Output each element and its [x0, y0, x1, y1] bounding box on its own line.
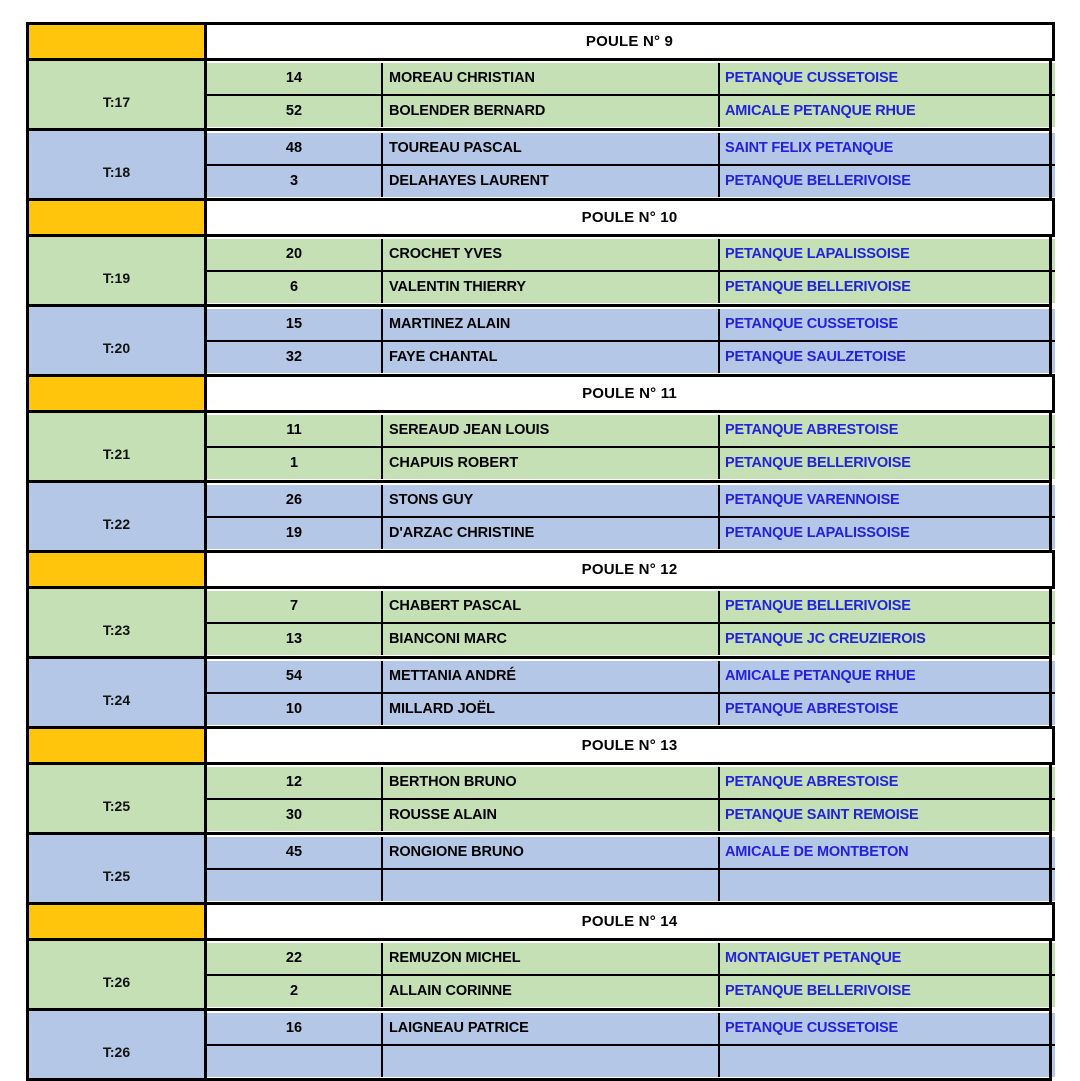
table-row [207, 799, 1055, 831]
table-row [207, 415, 1055, 447]
player-name: FAYE CHANTAL [382, 341, 719, 373]
player-name: LAIGNEAU PATRICE [382, 1013, 719, 1045]
time-slot-label: T:18 [102, 163, 131, 180]
poule-color-tag [28, 552, 206, 588]
player-name: SEREAUD JEAN LOUIS [382, 415, 719, 447]
time-slot-cell [28, 130, 206, 200]
poule-title: POULE N° 12 [206, 552, 1054, 588]
time-slot-label: T:17 [102, 93, 131, 110]
player-club: PETANQUE ABRESTOISE [719, 767, 1055, 799]
time-slot-cell [28, 764, 206, 834]
player-club: PETANQUE SAINT REMOISE [719, 799, 1055, 831]
match-block [26, 586, 1052, 659]
table-row [207, 63, 1055, 95]
time-slot-label: T:25 [102, 797, 131, 814]
player-name: BERTHON BRUNO [382, 767, 719, 799]
time-slot-cell [28, 412, 206, 482]
time-slot-cell [28, 658, 206, 728]
table-row [207, 239, 1055, 271]
player-name: TOUREAU PASCAL [382, 133, 719, 165]
match-rows-cell [206, 236, 1051, 306]
match-rows-cell [206, 658, 1051, 728]
player-name: MOREAU CHRISTIAN [382, 63, 719, 95]
table-row [207, 975, 1055, 1007]
player-name: ROUSSE ALAIN [382, 799, 719, 831]
poule-header [26, 374, 1055, 413]
player-club: PETANQUE BELLERIVOISE [719, 591, 1055, 623]
poule-color-tag [28, 728, 206, 764]
table-row [207, 1045, 1055, 1077]
match-rows-cell [206, 834, 1051, 904]
match-block [26, 656, 1052, 729]
player-number [207, 1045, 382, 1077]
time-slot-label: T:21 [102, 445, 131, 462]
player-name: MILLARD JOËL [382, 693, 719, 725]
time-slot-cell [28, 60, 206, 130]
table-row [207, 95, 1055, 127]
time-slot-label: T:22 [102, 515, 131, 532]
table-row [207, 165, 1055, 197]
player-name: BIANCONI MARC [382, 623, 719, 655]
table-row [207, 869, 1055, 901]
player-club: PETANQUE LAPALISSOISE [719, 239, 1055, 271]
time-slot-label: T:25 [102, 867, 131, 884]
player-number: 3 [207, 165, 382, 197]
player-name: ALLAIN CORINNE [382, 975, 719, 1007]
table-row [207, 447, 1055, 479]
table-row [207, 693, 1055, 725]
match-rows-cell [206, 1010, 1051, 1080]
player-name: CHAPUIS ROBERT [382, 447, 719, 479]
player-club: PETANQUE CUSSETOISE [719, 63, 1055, 95]
player-club: PETANQUE LAPALISSOISE [719, 517, 1055, 549]
player-club: PETANQUE ABRESTOISE [719, 693, 1055, 725]
table-row [207, 837, 1055, 869]
time-slot-label: T:23 [102, 621, 131, 638]
player-club: AMICALE PETANQUE RHUE [719, 661, 1055, 693]
player-name: RONGIONE BRUNO [382, 837, 719, 869]
player-number: 12 [207, 767, 382, 799]
match-rows-cell [206, 306, 1051, 376]
time-slot-label: T:24 [102, 691, 131, 708]
time-slot-cell [28, 1010, 206, 1080]
table-row [207, 271, 1055, 303]
player-number [207, 869, 382, 901]
player-number: 30 [207, 799, 382, 831]
player-club: PETANQUE JC CREUZIEROIS [719, 623, 1055, 655]
player-club: PETANQUE CUSSETOISE [719, 1013, 1055, 1045]
poule-title: POULE N° 9 [206, 24, 1054, 60]
match-rows-cell [206, 60, 1051, 130]
time-slot-label: T:26 [102, 1043, 131, 1060]
player-name: MARTINEZ ALAIN [382, 309, 719, 341]
player-club: PETANQUE VARENNOISE [719, 485, 1055, 517]
match-block [26, 762, 1052, 835]
table-row [207, 623, 1055, 655]
match-block [26, 304, 1052, 377]
time-slot-cell [28, 940, 206, 1010]
player-number: 2 [207, 975, 382, 1007]
poule-color-tag [28, 904, 206, 940]
player-number: 26 [207, 485, 382, 517]
player-club: AMICALE DE MONTBETON [719, 837, 1055, 869]
player-number: 32 [207, 341, 382, 373]
player-number: 15 [207, 309, 382, 341]
poule-title: POULE N° 11 [206, 376, 1054, 412]
time-slot-cell [28, 236, 206, 306]
match-block [26, 480, 1052, 553]
match-block [26, 410, 1052, 483]
player-club [719, 1045, 1055, 1077]
player-name [382, 869, 719, 901]
poule-title: POULE N° 13 [206, 728, 1054, 764]
time-slot-label: T:26 [102, 973, 131, 990]
poule-section [26, 726, 1052, 905]
player-number: 48 [207, 133, 382, 165]
time-slot-label: T:19 [102, 269, 131, 286]
player-name: CROCHET YVES [382, 239, 719, 271]
player-number: 10 [207, 693, 382, 725]
poule-header [26, 198, 1055, 237]
player-name: REMUZON MICHEL [382, 943, 719, 975]
match-block [26, 58, 1052, 131]
player-number: 54 [207, 661, 382, 693]
player-club: PETANQUE BELLERIVOISE [719, 447, 1055, 479]
poule-section [26, 902, 1052, 1081]
player-club: MONTAIGUET PETANQUE [719, 943, 1055, 975]
match-rows-cell [206, 940, 1051, 1010]
match-rows-cell [206, 130, 1051, 200]
player-name: DELAHAYES LAURENT [382, 165, 719, 197]
time-slot-cell [28, 834, 206, 904]
table-row [207, 309, 1055, 341]
player-club: PETANQUE BELLERIVOISE [719, 165, 1055, 197]
poule-header [26, 22, 1055, 61]
player-number: 14 [207, 63, 382, 95]
poule-section [26, 22, 1052, 201]
player-number: 22 [207, 943, 382, 975]
match-rows-cell [206, 412, 1051, 482]
table-row [207, 767, 1055, 799]
match-rows-cell [206, 588, 1051, 658]
time-slot-cell [28, 482, 206, 552]
match-block [26, 234, 1052, 307]
player-number: 52 [207, 95, 382, 127]
table-row [207, 341, 1055, 373]
player-number: 45 [207, 837, 382, 869]
poule-section [26, 374, 1052, 553]
poule-header [26, 726, 1055, 765]
poule-header [26, 902, 1055, 941]
player-number: 19 [207, 517, 382, 549]
player-name: STONS GUY [382, 485, 719, 517]
table-row [207, 591, 1055, 623]
table-row [207, 133, 1055, 165]
player-number: 20 [207, 239, 382, 271]
poule-color-tag [28, 200, 206, 236]
poule-header [26, 550, 1055, 589]
match-block [26, 938, 1052, 1011]
player-club: PETANQUE CUSSETOISE [719, 309, 1055, 341]
table-row [207, 943, 1055, 975]
poule-color-tag [28, 376, 206, 412]
player-number: 16 [207, 1013, 382, 1045]
player-number: 6 [207, 271, 382, 303]
poule-title: POULE N° 10 [206, 200, 1054, 236]
time-slot-cell [28, 588, 206, 658]
player-number: 13 [207, 623, 382, 655]
player-club: SAINT FELIX PETANQUE [719, 133, 1055, 165]
player-number: 11 [207, 415, 382, 447]
match-block [26, 1008, 1052, 1081]
table-row [207, 661, 1055, 693]
poule-section [26, 198, 1052, 377]
table-row [207, 517, 1055, 549]
poule-section [26, 550, 1052, 729]
player-club: AMICALE PETANQUE RHUE [719, 95, 1055, 127]
match-block [26, 128, 1052, 201]
match-rows-cell [206, 764, 1051, 834]
player-club: PETANQUE BELLERIVOISE [719, 271, 1055, 303]
player-number: 7 [207, 591, 382, 623]
player-name: D'ARZAC CHRISTINE [382, 517, 719, 549]
player-club: PETANQUE BELLERIVOISE [719, 975, 1055, 1007]
table-row [207, 1013, 1055, 1045]
player-number: 1 [207, 447, 382, 479]
table-row [207, 485, 1055, 517]
poule-color-tag [28, 24, 206, 60]
match-block [26, 832, 1052, 905]
player-name: METTANIA ANDRÉ [382, 661, 719, 693]
time-slot-cell [28, 306, 206, 376]
player-name [382, 1045, 719, 1077]
player-club: PETANQUE ABRESTOISE [719, 415, 1055, 447]
player-name: VALENTIN THIERRY [382, 271, 719, 303]
player-club: PETANQUE SAULZETOISE [719, 341, 1055, 373]
match-rows-cell [206, 482, 1051, 552]
time-slot-label: T:20 [102, 339, 131, 356]
poules-sheet [26, 22, 1052, 1081]
player-name: BOLENDER BERNARD [382, 95, 719, 127]
player-name: CHABERT PASCAL [382, 591, 719, 623]
poule-title: POULE N° 14 [206, 904, 1054, 940]
player-club [719, 869, 1055, 901]
